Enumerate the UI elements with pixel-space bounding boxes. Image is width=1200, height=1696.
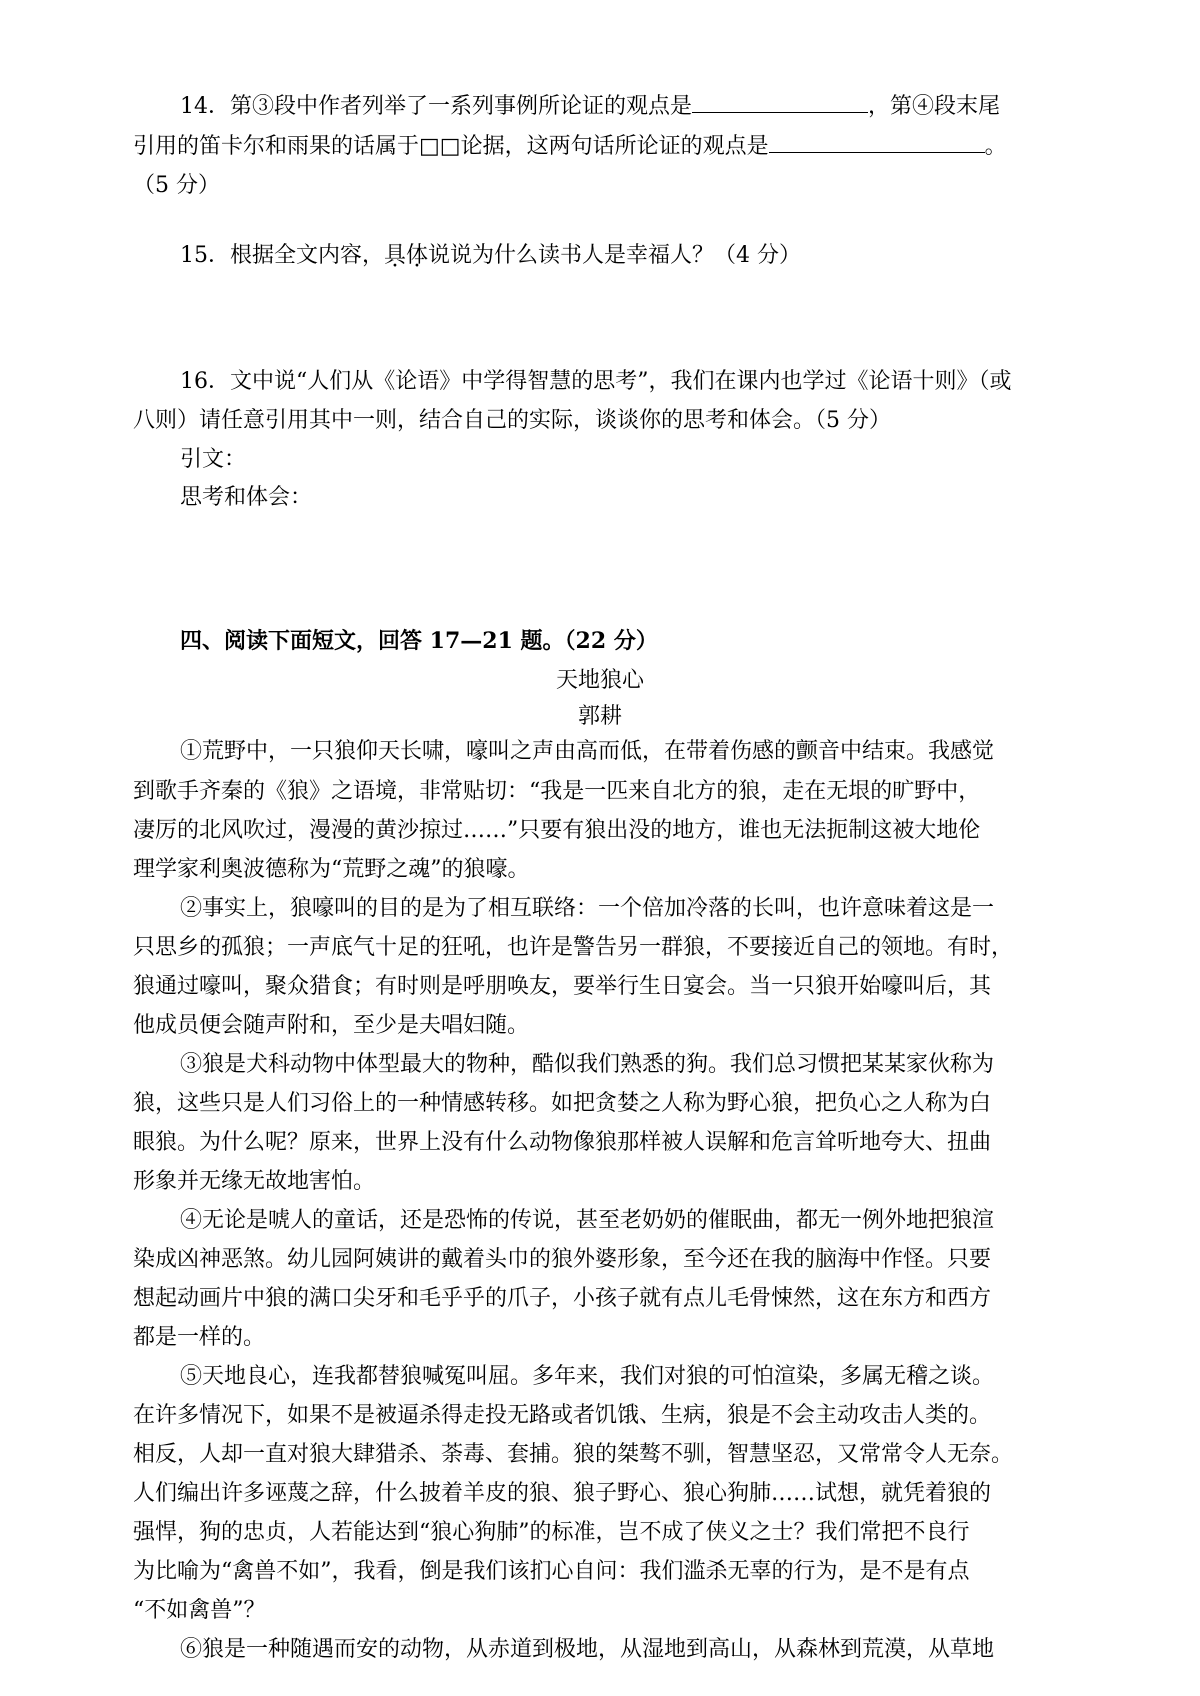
q15-line xyxy=(180,236,1080,276)
paragraph-2-line-1: ②事实上，狼嚎叫的目的是为了相互联络：一个倍加冷落的长叫，也许意味着这是一 xyxy=(180,896,995,921)
q14-text-1a: 14．第③段中作者列举了一系列事例所论证的观点是 xyxy=(180,94,692,119)
q14-answer-blank-2[interactable] xyxy=(769,126,985,153)
paragraph-3-line-4: 形象并无缘无故地害怕。 xyxy=(133,1169,376,1194)
paragraph-3-line-1: ③狼是犬科动物中体型最大的物种，酷似我们熟悉的狗。我们总习惯把某某家伙称为 xyxy=(180,1052,995,1077)
paragraph-1-line-2: 到歌手齐秦的《狼》之语境，非常贴切：“我是一匹来自北方的狼，走在无垠的旷野中， xyxy=(133,779,981,804)
q15-emphasis-2: 体 xyxy=(406,243,429,268)
q14-line-3: （5 分） xyxy=(133,173,220,198)
paragraph-1-line-1: ①荒野中，一只狼仰天长啸，嚎叫之声由高而低，在带着伤感的颤音中结束。我感觉 xyxy=(180,739,995,764)
q15-text-b: 说说为什么读书人是幸福人？（4 分） xyxy=(428,243,802,268)
paragraph-5-line-3: 相反，人却一直对狼大肆猎杀、荼毒、套捕。狼的桀骜不驯，智慧坚忍，又常常令人无奈。 xyxy=(133,1442,1014,1467)
paragraph-5-line-7: “不如禽兽”？ xyxy=(133,1598,266,1623)
q14-text-1b: ，第④段末尾 xyxy=(868,94,1001,119)
article-author: 郭耕 xyxy=(577,704,622,729)
article-title: 天地狼心 xyxy=(555,668,644,693)
q16-reflection-label: 思考和体会： xyxy=(180,485,313,510)
paragraph-3-line-3: 眼狼。为什么呢？原来，世界上没有什么动物像狼那样被人误解和危言耸听地夸大、扭曲 xyxy=(133,1130,992,1155)
paragraph-5-line-1: ⑤天地良心，连我都替狼喊冤叫屈。多年来，我们对狼的可怕渲染，多属无稽之谈。 xyxy=(180,1364,995,1389)
paragraph-5-line-6: 为比喻为“禽兽不如”，我看，倒是我们该扪心自问：我们滥杀无辜的行为，是不是有点 xyxy=(133,1559,970,1584)
paragraph-4-line-4: 都是一样的。 xyxy=(133,1325,266,1350)
paragraph-1-line-4: 理学家利奥波德称为“荒野之魂”的狼嚎。 xyxy=(133,857,530,882)
paragraph-6-line-1: ⑥狼是一种随遇而安的动物，从赤道到极地，从湿地到高山，从森林到荒漠，从草地 xyxy=(180,1637,995,1662)
paragraph-2-line-3: 狼通过嚎叫，聚众猎食；有时则是呼朋唤友，要举行生日宴会。当一只狼开始嚎叫后，其 xyxy=(133,974,992,999)
q15-emphasis-1: 具 xyxy=(384,243,407,268)
paragraph-2-line-2: 只思乡的孤狼；一声底气十足的狂吼，也许是警告另一群狼，不要接近自己的领地。有时， xyxy=(133,935,1014,960)
paragraph-4-line-1: ④无论是唬人的童话，还是恐怖的传说，甚至老奶奶的催眠曲，都无一例外地把狼渲 xyxy=(180,1208,995,1233)
q14-line-2 xyxy=(133,126,1033,167)
section-4-heading: 四、阅读下面短文，回答 17—21 题。（22 分） xyxy=(180,628,658,654)
q14-line-1 xyxy=(180,86,1080,127)
paragraph-2-line-4: 他成员便会随声附和，至少是夫唱妇随。 xyxy=(133,1013,530,1038)
paragraph-5-line-5: 强悍，狗的忠贞，人若能达到“狼心狗肺”的标准，岂不成了侠义之士？我们常把不良行 xyxy=(133,1520,970,1545)
paragraph-4-line-3: 想起动画片中狼的满口尖牙和毛乎乎的爪子，小孩子就有点儿毛骨悚然，这在东方和西方 xyxy=(133,1286,992,1311)
q14-answer-blank-1[interactable] xyxy=(692,86,868,113)
paragraph-4-line-2: 染成凶神恶煞。幼儿园阿姨讲的戴着头巾的狼外婆形象，至今还在我的脑海中作怪。只要 xyxy=(133,1247,992,1272)
q14-text-2b: 。 xyxy=(984,134,1007,159)
q16-quote-label: 引文： xyxy=(180,447,247,472)
paragraph-5-line-2: 在许多情况下，如果不是被逼杀得走投无路或者饥饿、生病，狼是不会主动攻击人类的。 xyxy=(133,1403,992,1428)
q14-text-2a: 引用的笛卡尔和雨果的话属于□□论据，这两句话所论证的观点是 xyxy=(133,134,769,159)
q16-line-2: 八则）请任意引用其中一则，结合自己的实际，谈谈你的思考和体会。（5 分） xyxy=(133,408,891,433)
paragraph-3-line-2: 狼，这些只是人们习俗上的一种情感转移。如把贪婪之人称为野心狼，把负心之人称为白 xyxy=(133,1091,992,1116)
paragraph-1-line-3: 凄厉的北风吹过，漫漫的黄沙掠过……”只要有狼出没的地方，谁也无法扼制这被大地伦 xyxy=(133,818,981,843)
q15-text-a: 15．根据全文内容， xyxy=(180,243,384,268)
paragraph-5-line-4: 人们编出许多诬蔑之辞，什么披着羊皮的狼、狼子野心、狼心狗肺……试想，就凭着狼的 xyxy=(133,1481,992,1506)
q16-line-1: 16．文中说“人们从《论语》中学得智慧的思考”，我们在课内也学过《论语十则》（或 xyxy=(180,369,1012,394)
